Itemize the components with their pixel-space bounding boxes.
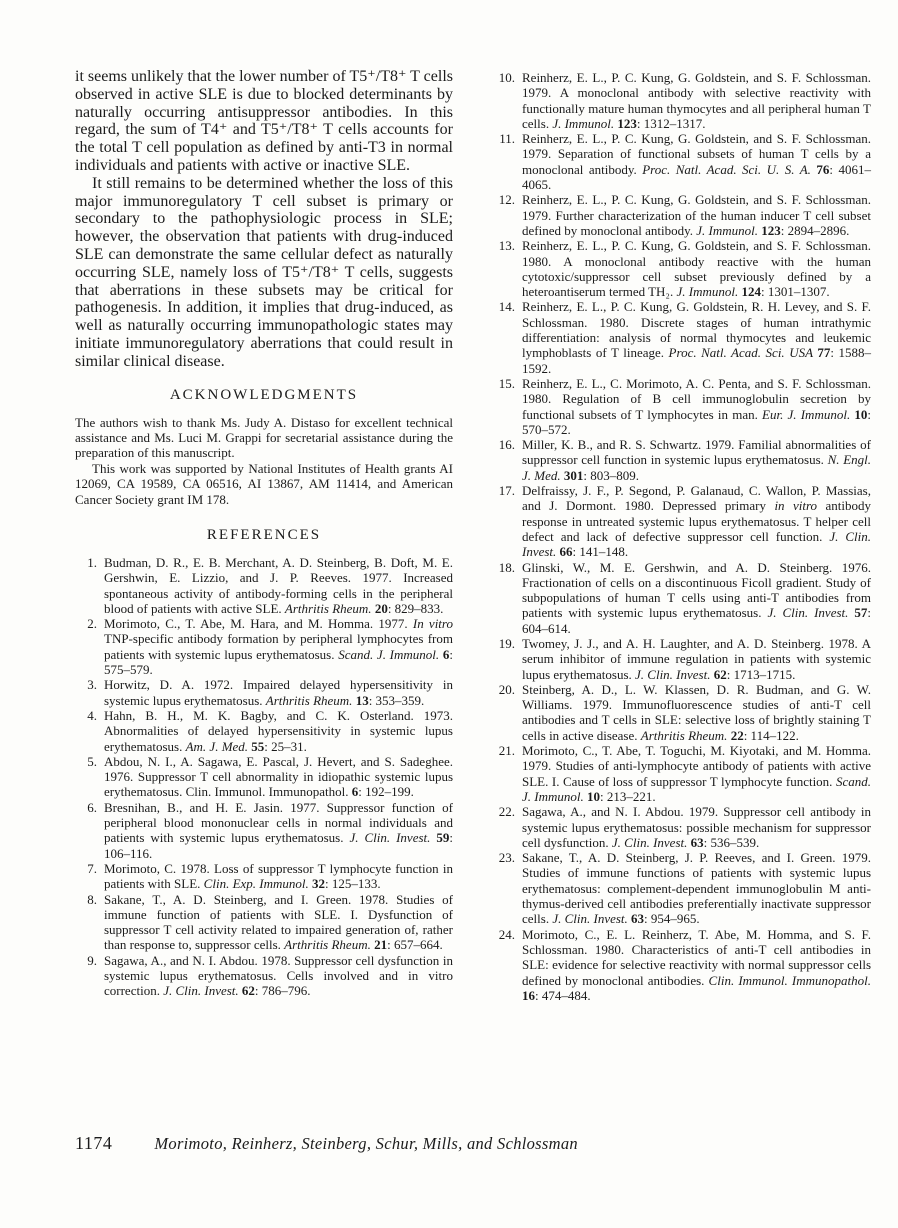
reference-text: Sagawa, A., and N. I. Abdou. 1979. Suppressor cell antibody in systemic lupus erythematosus: possible mechanism for suppressor cell dysfunction. J. Clin. Invest. 63: 536–539. [522,804,871,850]
reference-item [493,70,871,131]
reference-text: Reinherz, E. L., C. Morimoto, A. C. Penta, and S. F. Schlossman. 1980. Regulation of B cell immunoglobulin secretion by functional subsets of T lymphocytes in man. Eur. J. Immunol. 10: 570–572. [522,375,872,437]
reference-number: 1. [87,554,97,570]
reference-number: 11. [499,131,515,147]
reference-text: Reinherz, E. L., P. C. Kung, G. Goldstein, and S. F. Schlossman. 1979. Further characterization of the human inducer T cell subset defined by monoclonal antibody. J. Immunol. 123: 2894–2896. [522,192,871,238]
reference-number: 18. [498,559,515,575]
reference-item [75,800,453,861]
reference-text: Morimoto, C., T. Abe, M. Hara, and M. Homma. 1977. In vitro TNP-specific antibody formation by peripheral lymphocytes from patients with systemic lupus erythematosus. Scand. J. Immunol. 6: 575–579. [104,616,454,678]
reference-number: 19. [498,635,515,651]
reference-text: Miller, K. B., and R. S. Schwartz. 1979. Familial abnormalities of suppressor cell function in systemic lupus erythematosus. N. Engl. J. Med. 301: 803–809. [522,437,871,483]
reference-number: 15. [498,375,515,391]
reference-text: Hahn, B. H., M. K. Bagby, and C. K. Osterland. 1973. Abnormalities of delayed hypersensitivity in systemic lupus erythematosus. Am. J. Med. 55: 25–31. [104,707,453,754]
reference-number: 14. [498,299,515,315]
references-list-right [493,70,871,1003]
reference-item [75,708,453,754]
reference-number: 10. [498,70,515,85]
reference-item [493,131,871,192]
references-heading: REFERENCES [206,526,322,543]
reference-text: Sakane, T., A. D. Steinberg, and I. Green. 1978. Studies of immune function of patients with SLE. I. Dysfunction of suppressor T cell activity related to impaired generation of, rather than response to, suppressor cells. Arthritis Rheum. 21: 657–664. [104,891,453,953]
references-list-left [75,555,453,999]
reference-item [75,555,453,616]
left-column [75,68,453,1003]
reference-item [493,437,871,483]
page-number: 1174 [75,1133,113,1153]
reference-number: 3. [87,677,97,693]
reference-text: Morimoto, C., E. L. Reinherz, T. Abe, M. Homma, and S. F. Schlossman. 1980. Characteristics of anti-T cell antibodies in SLE: evidence for selective reactivity with normal suppressor cells defined by monoclonal antibodies. Clin. Immunol. Immunopathol. 16: 474–484. [522,926,871,1003]
reference-item [75,892,453,953]
acknowledgments-paragraph-1: The authors wish to thank Ms. Judy A. Distaso for excellent technical assistance and Ms. Luci M. Grappi for secretarial assistance during the preparation of this manuscript. [75,414,453,461]
reference-item [493,560,871,636]
reference-item [75,677,453,708]
reference-item [493,682,871,743]
reference-number: 2. [87,616,97,632]
reference-item [493,804,871,850]
reference-text: Delfraissy, J. F., P. Segond, P. Galanaud, C. Wallon, P. Massias, and J. Dormont. 1980. Depressed primary in vitro antibody response in untreated systemic lupus erythematosus. T helper cell defect and lack of defective suppressor cell function. J. Clin. Invest. 66: 141–148. [522,483,871,560]
reference-text: Bresnihan, B., and H. E. Jasin. 1977. Suppressor function of peripheral blood mononuclear cells in normal individuals and patients with systemic lupus erythematosus. J. Clin. Invest. 59: 106–116. [104,799,453,861]
reference-number: 9. [87,952,97,968]
reference-item [493,376,871,437]
acknowledgments-paragraph-2: This work was supported by National Institutes of Health grants AI 12069, CA 19589, CA 06516, AI 13867, AM 11414, and American Cancer Society grant IM 178. [75,460,453,507]
reference-item [493,299,871,375]
reference-number: 16. [498,437,515,453]
reference-item [493,238,871,299]
two-column-layout [75,68,870,1003]
reference-item [75,754,453,800]
right-column [493,68,871,1003]
reference-text: Morimoto, C., T. Abe, T. Toguchi, M. Kiyotaki, and M. Homma. 1979. Studies of anti-lymphocyte antibody of patients with active SLE. I. Cause of loss of suppressor T lymphocyte function. Scand. J. Immunol. 10: 213–221. [522,743,871,804]
page-footer [75,1133,578,1154]
reference-item [75,953,453,999]
reference-item [493,636,871,682]
reference-number: 22. [498,804,515,820]
running-head-authors: Morimoto, Reinherz, Steinberg, Schur, Mills, and Schlossman [154,1134,578,1153]
reference-item [75,616,453,677]
reference-number: 24. [498,926,515,942]
body-paragraph-2: It still remains to be determined whether the loss of this major immunoregulatory T cell subset is primary or secondary to the pathophysiologic process in SLE; however, the observation that patients with drug-induced SLE can demonstrate the same cellular defect as naturally occurring SLE, namely loss of T5⁺/T8⁺ T cells, suggests that aberrations in these subsets may be critical for pathogenesis. In addition, it implies that drug-induced, as well as naturally occurring immunopathologic states may initiate immunoregulatory aberrations that could result in similar clinical disease. [75,174,453,370]
reference-item [493,927,871,1003]
reference-text: Glinski, W., M. E. Gershwin, and A. D. Steinberg. 1976. Fractionation of cells on a discontinuous Ficoll gradient. Study of subpopulations of human T cells using anti-T antibodies from patients with systemic lupus erythematosus. J. Clin. Invest. 57: 604–614. [522,559,871,636]
reference-item [75,861,453,892]
reference-number: 4. [87,707,97,723]
reference-number: 23. [498,850,515,866]
reference-text: Morimoto, C. 1978. Loss of suppressor T lymphocyte function in patients with SLE. Clin. Exp. Immunol. 32: 125–133. [104,860,453,892]
reference-number: 12. [498,192,515,208]
reference-text: Reinherz, E. L., P. C. Kung, G. Goldstein, and S. F. Schlossman. 1979. A monoclonal antibody with selective reactivity with functionally mature human thymocytes and all peripheral human T cells. J. Immunol. 123: 1312–1317. [522,70,871,131]
reference-number: 7. [87,860,97,876]
reference-number: 5. [87,753,97,769]
reference-item [493,483,871,559]
reference-text: Reinherz, E. L., P. C. Kung, G. Goldstein, R. H. Levey, and S. F. Schlossman. 1980. Discrete stages of human intrathymic differentiation: analysis of normal thymocytes and leukemic lymphoblasts of T lineage. Proc. Natl. Acad. Sci. USA 77: 1588–1592. [522,299,871,376]
acknowledgments-heading: ACKNOWLEDGMENTS [169,386,359,403]
reference-item [493,743,871,804]
reference-item [493,192,871,238]
reference-text: Reinherz, E. L., P. C. Kung, G. Goldstein, and S. F. Schlossman. 1980. A monoclonal antibody reactive with the human cytotoxic/suppressor cell subset previously defined by a heteroantiserum termed TH₂. J. Immunol. 124: 1301–1307. [522,238,871,300]
reference-number: 17. [498,483,515,499]
reference-text: Steinberg, A. D., L. W. Klassen, D. R. Budman, and G. W. Williams. 1979. Immunofluorescence studies of anti-T cell antibodies and T cells in SLE: selective loss of brightly staining T cells in active disease. Arthritis Rheum. 22: 114–122. [522,681,871,743]
body-paragraph-1: it seems unlikely that the lower number of T5⁺/T8⁺ T cells observed in active SLE is due to blocked determinants by naturally occurring antisuppressor antibodies. In this regard, the sum of T4⁺ and T5⁺/T8⁺ T cells accounts for the total T cell population as defined by anti-T3 in normal individuals and patients with active or inactive SLE. [75,68,453,174]
reference-number: 13. [498,238,515,254]
reference-number: 8. [87,891,97,907]
reference-text: Twomey, J. J., and A. H. Laughter, and A. D. Steinberg. 1978. A serum inhibitor of immune regulation in patients with systemic lupus erythematosus. J. Clin. Invest. 62: 1713–1715. [522,635,871,682]
reference-text: Sakane, T., A. D. Steinberg, J. P. Reeves, and I. Green. 1979. Studies of immune functions of patients with systemic lupus erythematosus: complement-dependent immunoglobulin M anti-thymus-derived cell antibodies preferentially inactivate suppressor cells. J. Clin. Invest. 63: 954–965. [522,850,871,927]
reference-text: Horwitz, D. A. 1972. Impaired delayed hypersensitivity in systemic lupus erythematosus. Arthritis Rheum. 13: 353–359. [104,677,453,708]
reference-number: 21. [498,743,515,759]
reference-item [493,850,871,926]
reference-number: 6. [87,799,97,815]
reference-text: Abdou, N. I., A. Sagawa, E. Pascal, J. Hevert, and S. Sadeghee. 1976. Suppressor T cell abnormality in idiopathic systemic lupus erythematosus. Clin. Immunol. Immunopathol. 6: 192–199. [104,753,453,800]
reference-text: Sagawa, A., and N. I. Abdou. 1978. Suppressor cell dysfunction in systemic lupus erythematosus. Cells involved and in vitro correction. J. Clin. Invest. 62: 786–796. [104,952,453,999]
reference-number: 20. [498,681,515,697]
reference-text: Reinherz, E. L., P. C. Kung, G. Goldstein, and S. F. Schlossman. 1979. Separation of functional subsets of human T cells by a monoclonal antibody. Proc. Natl. Acad. Sci. U. S. A. 76: 4061–4065. [522,131,871,193]
reference-text: Budman, D. R., E. B. Merchant, A. D. Steinberg, B. Doft, M. E. Gershwin, E. Lizzio, and J. P. Reeves. 1977. Increased spontaneous activity of antibody-forming cells in the peripheral blood of patients with active SLE. Arthritis Rheum. 20: 829–833. [104,554,453,616]
